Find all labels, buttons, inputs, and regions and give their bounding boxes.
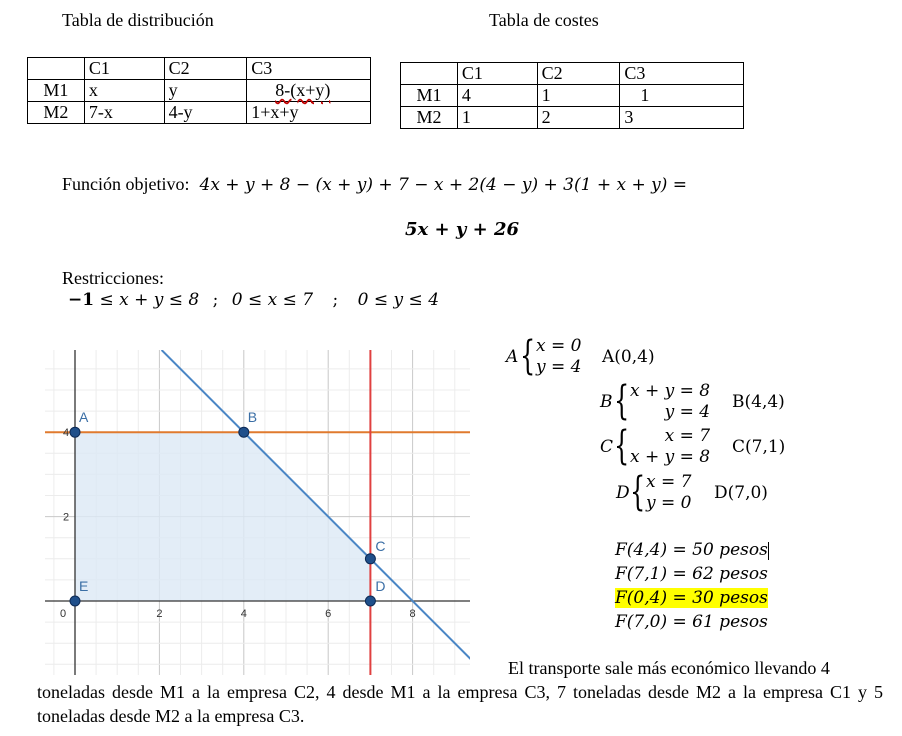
point-label-e: E — [79, 578, 89, 594]
system-name: D — [616, 483, 630, 503]
table-cell: y — [164, 80, 247, 102]
table-header-cell: C3 — [247, 58, 371, 80]
equation: x = 0 — [536, 336, 582, 356]
system-solution: B(4,4) — [732, 392, 785, 412]
text-cursor — [768, 542, 769, 560]
system-equations — [630, 426, 710, 468]
point-e — [70, 596, 80, 606]
table-cell: 4 — [457, 85, 537, 107]
x-tick-label: 6 — [325, 608, 332, 620]
table-header-cell: C2 — [164, 58, 247, 80]
table-cell: x — [84, 80, 164, 102]
table-row-header: M2 — [401, 107, 458, 129]
point-label-a: A — [79, 409, 89, 426]
y-tick-label: 2 — [62, 511, 70, 524]
y-tick-label: 4 — [62, 427, 70, 440]
table-cell: 1 — [620, 85, 744, 107]
highlighted-evaluation: F(0,4) = 30 pesos — [615, 588, 768, 608]
conclusion-first-line: El transporte sale más económico llevando 4 — [508, 658, 830, 678]
table-cell — [28, 58, 85, 80]
constraint-lower-bound: −1 — [68, 290, 95, 310]
equation: y = 4 — [536, 357, 582, 377]
objective-result: 5x + y + 26 — [405, 219, 519, 240]
objective-evaluations — [615, 538, 769, 634]
objective-expression: 4x + y + 8 − (x + y) + 7 − x + 2(4 − y) + 3(1 + x + y) = — [199, 175, 687, 195]
table-row — [401, 107, 744, 129]
brace-symbol: { — [520, 333, 536, 379]
distribution-table-title: Tabla de distribución — [62, 10, 214, 30]
x-tick-label: 0 — [59, 608, 67, 620]
conclusion-paragraph: toneladas desde M1 a la empresa C2, 4 desde M1 a la empresa C3, 7 toneladas desde M2 a la empresa C1 y 5 toneladas desde M2 a la empresa C3. — [37, 682, 883, 726]
point-d — [365, 596, 375, 606]
point-c — [365, 554, 375, 564]
system-equations — [630, 381, 710, 423]
equation: x = 7 — [646, 472, 692, 492]
table-cell: 1+x+y — [247, 102, 371, 124]
table-cell — [247, 80, 371, 102]
constraint-x: 0 ≤ x ≤ 7 — [231, 290, 314, 310]
feasible-region — [75, 432, 370, 601]
costs-table-title: Tabla de costes — [489, 10, 599, 30]
point-b — [239, 427, 249, 437]
evaluation-line — [615, 586, 769, 610]
point-label-c: C — [375, 537, 386, 554]
separator: ; — [332, 290, 339, 310]
equation: x = 7 — [664, 426, 711, 446]
distribution-table — [27, 57, 371, 124]
system-equations — [536, 336, 581, 378]
point-label-d: D — [375, 578, 386, 594]
table-cell: 1 — [537, 85, 620, 107]
table-cell: 2 — [537, 107, 620, 129]
table-header-cell: C1 — [457, 63, 537, 85]
evaluation-line: F(7,1) = 62 pesos — [615, 564, 768, 584]
table-header-cell: C3 — [620, 63, 744, 85]
evaluation-text: F(4,4) = 50 pesos — [615, 540, 768, 560]
objective-function — [62, 174, 687, 195]
system-solution: A(0,4) — [602, 347, 655, 367]
table-cell: 7-x — [84, 102, 164, 124]
system-solution: C(7,1) — [732, 437, 786, 457]
equation: x + y = 8 — [630, 447, 711, 467]
costs-table — [400, 62, 744, 129]
evaluation-line: F(7,0) = 61 pesos — [615, 612, 768, 632]
point-a — [70, 427, 80, 437]
system-name: A — [506, 347, 519, 367]
feasible-region-graph — [45, 350, 470, 675]
table-row — [401, 85, 744, 107]
table-row — [28, 102, 371, 124]
brace-symbol: { — [614, 378, 630, 424]
table-header-cell: C2 — [537, 63, 620, 85]
systems-of-equations — [506, 333, 806, 521]
equation: y = 0 — [646, 493, 692, 513]
table-row — [28, 80, 371, 102]
equation: x + y = 8 — [630, 381, 711, 401]
table-row — [28, 58, 371, 80]
table-header-cell: C1 — [84, 58, 164, 80]
objective-label: Función objetivo: — [62, 174, 190, 194]
system-name: C — [600, 437, 614, 457]
table-cell: 1 — [457, 107, 537, 129]
system-solution: D(7,0) — [714, 483, 768, 503]
brace-symbol: { — [630, 469, 646, 515]
equation: y = 4 — [664, 402, 711, 422]
table-cell — [401, 63, 458, 85]
table-row-header: M1 — [28, 80, 85, 102]
x-tick-label: 2 — [156, 608, 163, 620]
x-tick-label: 8 — [409, 608, 416, 620]
x-tick-label: 4 — [240, 608, 247, 620]
table-cell: 3 — [620, 107, 744, 129]
evaluation-line — [615, 538, 769, 562]
constraint-y: 0 ≤ y ≤ 4 — [357, 290, 440, 310]
constraints-line — [68, 290, 439, 310]
table-row — [401, 63, 744, 85]
brace-symbol: { — [614, 423, 630, 469]
separator: ; — [212, 290, 219, 310]
system-name: B — [600, 392, 613, 412]
constraints-label: Restricciones: — [62, 268, 164, 288]
table-cell: 4-y — [164, 102, 247, 124]
table-cell-text: 8-(x+y) — [275, 80, 331, 100]
system-equations — [646, 472, 691, 514]
table-row-header: M2 — [28, 102, 85, 124]
constraint-sum: ≤ x + y ≤ 8 — [94, 290, 200, 310]
point-label-b: B — [247, 409, 258, 426]
table-row-header: M1 — [401, 85, 458, 107]
